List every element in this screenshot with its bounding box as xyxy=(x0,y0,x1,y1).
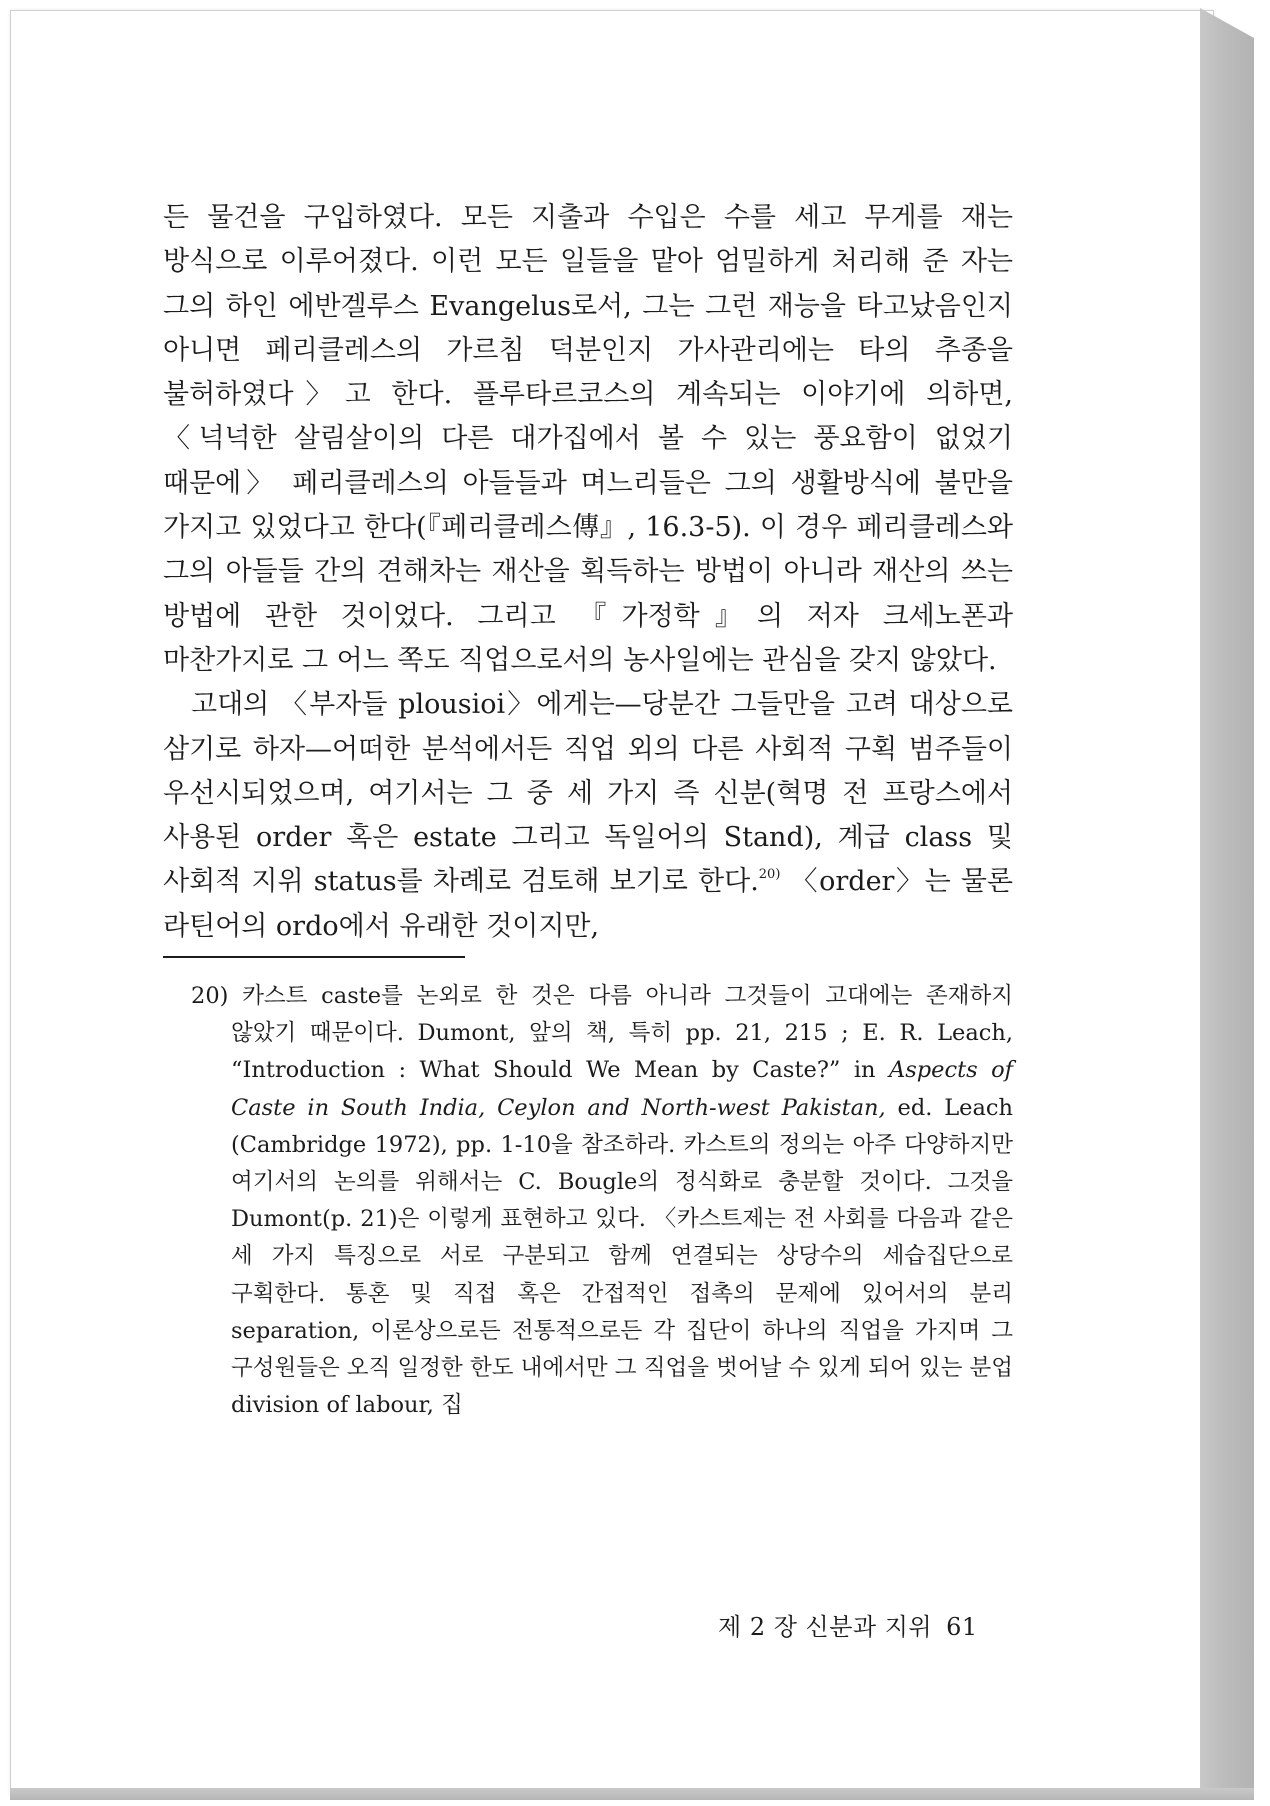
footnote xyxy=(163,978,1013,1424)
page-number: 61 xyxy=(946,1613,978,1641)
paragraph-text-continued: 〈order〉는 물론 라틴어의 ordo에서 유래한 것이지만, xyxy=(163,866,1013,942)
footnote-cited-title: Aspects of Caste in South India, Ceylon and North-west Pakistan, xyxy=(231,1057,1014,1121)
footnote-marker: 20) xyxy=(191,983,229,1010)
footnote-text-continued: ed. Leach (Cambridge 1972), pp. 1-10을 참조하라. 카스트의 정의는 아주 다양하지만 여기서의 논의를 위해서는 C. Bougle의 정식화로 충분할 것이다. 그것을 Dumont(p. 21)은 이렇게 표현하고 있다. 〈카스트제는 전 사회를 다음과 같은 세 가지 특징으로 서로 구분되고 함께 연결되는 상당수의 세습집단으로 구획한다. 통혼 및 직접 혹은 간접적인 접촉의 문제에 있어서의 분리 separation, 이론상으로든 전통적으로든 각 집단이 하나의 직업을 가지며 그 구성원들은 오직 일정한 한도 내에서만 그 직업을 벗어날 수 있게 되어 있는 분업 division of labour, 집 xyxy=(231,1094,1013,1419)
chapter-title: 제 2 장 신분과 지위 xyxy=(718,1613,933,1641)
running-footer xyxy=(718,1607,978,1642)
footnote-text: 카스트 caste를 논외로 한 것은 다름 아니라 그것들이 고대에는 존재하지 않았기 때문이다. Dumont, 앞의 책, 특히 pp. 21, 215 ; E. R. Leach, “Introduction : What Should We Mean by Caste?” in xyxy=(228,983,1013,1084)
footnote-reference: 20) xyxy=(758,867,781,883)
footnote-divider xyxy=(163,956,465,958)
body-paragraph: 든 물건을 구입하였다. 모든 지출과 수입은 수를 세고 무게를 재는 방식으로 이루어졌다. 이런 모든 일들을 맡아 엄밀하게 처리해 준 자는 그의 하인 에반겔루스 Evangelus로서, 그는 그런 재능을 타고났음인지 아니면 페리클레스의 가르침 덕분인지 가사관리에는 타의 추종을 불허하였다〉고 한다. 플루타르코스의 계속되는 이야기에 의하면, 〈넉넉한 살림살이의 다른 대가집에서 볼 수 있는 풍요함이 없었기 때문에〉 페리클레스의 아들들과 며느리들은 그의 생활방식에 불만을 가지고 있었다고 한다(『페리클레스傳』, 16.3-5). 이 경우 페리클레스와 그의 아들들 간의 견해차는 재산을 획득하는 방법이 아니라 재산의 쓰는 방법에 관한 것이었다. 그리고 『가정학』의 저자 크세노폰과 마찬가지로 그 어느 쪽도 직업으로서의 농사일에는 관심을 갖지 않았다. xyxy=(163,202,1013,676)
body-paragraph xyxy=(163,683,1013,949)
book-edge xyxy=(1200,8,1254,1796)
book-edge-bottom xyxy=(10,1788,1254,1800)
paragraph-text: 고대의 〈부자들 plousioi〉에게는—당분간 그들만을 고려 대상으로 삼기로 하자—어떠한 분석에서든 직업 외의 다른 사회적 구획 범주들이 우선시되었으며, 여기서는 그 중 세 가지 즉 신분(혁명 전 프랑스에서 사용된 order 혹은 estate 그리고 독일어의 Stand), 계급 class 및 사회적 지위 status를 차례로 검토해 보기로 한다. xyxy=(163,689,1013,898)
page-content xyxy=(163,196,1013,1424)
